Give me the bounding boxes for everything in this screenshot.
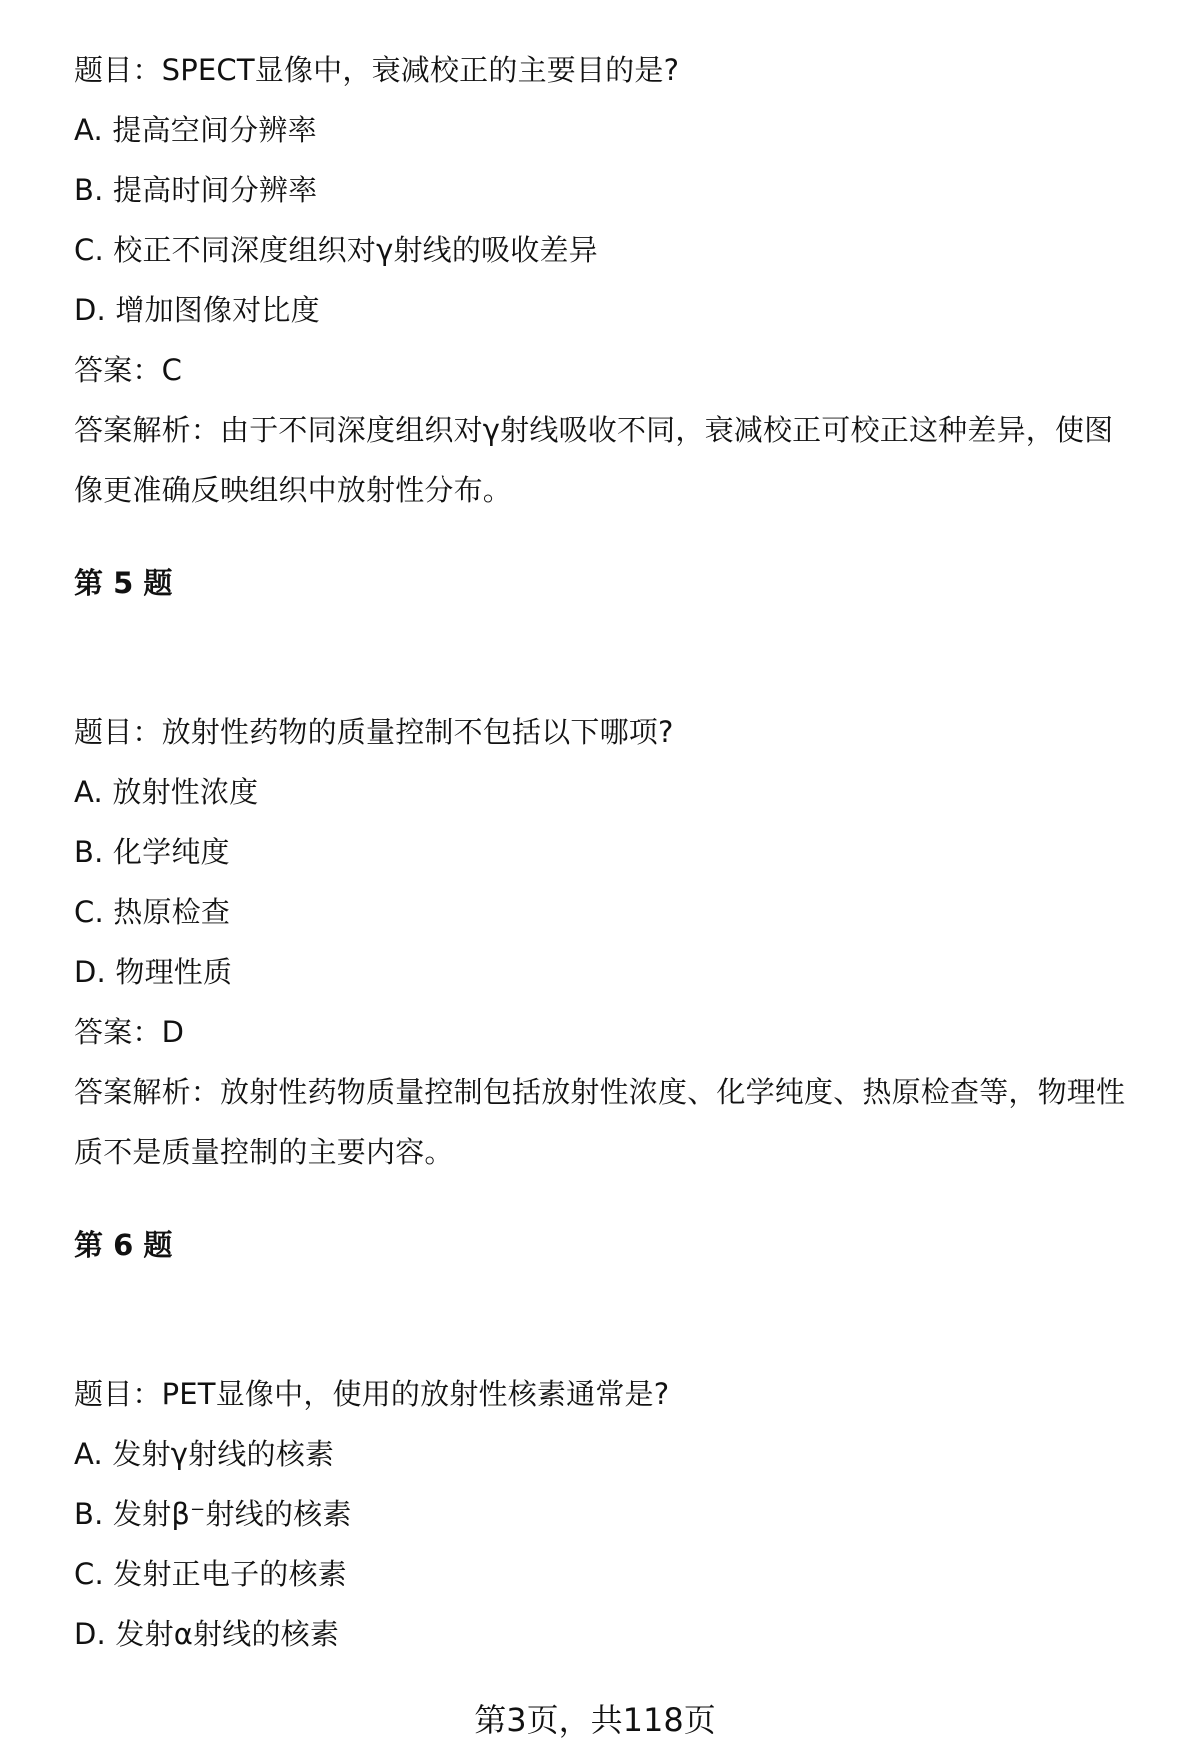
q5-answer: 答案：D	[74, 1015, 185, 1049]
page-number-footer: 第3页，共118页	[474, 1701, 716, 1739]
q6-option-b: B. 发射β⁻射线的核素	[74, 1497, 352, 1531]
q5-option-b: B. 化学纯度	[74, 835, 230, 869]
q6-question: 题目：PET显像中，使用的放射性核素通常是?	[74, 1377, 670, 1411]
q4-question: 题目：SPECT显像中，衰减校正的主要目的是?	[74, 53, 680, 87]
q4-option-a: A. 提高空间分辨率	[74, 113, 317, 147]
q5-option-a: A. 放射性浓度	[74, 775, 259, 809]
q5-option-c: C. 热原检查	[74, 895, 231, 929]
q4-option-b: B. 提高时间分辨率	[74, 173, 318, 207]
q5-question: 题目：放射性药物的质量控制不包括以下哪项?	[74, 715, 674, 749]
q5-heading: 第 5 题	[74, 566, 173, 600]
q5-option-d: D. 物理性质	[74, 955, 233, 989]
q4-option-c: C. 校正不同深度组织对γ射线的吸收差异	[74, 233, 598, 267]
q6-option-a: A. 发射γ射线的核素	[74, 1437, 335, 1471]
q6-option-d: D. 发射α射线的核素	[74, 1617, 340, 1651]
q6-option-c: C. 发射正电子的核素	[74, 1557, 347, 1591]
q4-answer: 答案：C	[74, 353, 183, 387]
q4-explanation-line1: 答案解析：由于不同深度组织对γ射线吸收不同，衰减校正可校正这种差异，使图	[74, 413, 1114, 447]
q4-option-d: D. 增加图像对比度	[74, 293, 320, 327]
q4-explanation-line2: 像更准确反映组织中放射性分布。	[74, 473, 513, 507]
q5-explanation-line2: 质不是质量控制的主要内容。	[74, 1135, 454, 1169]
q5-explanation-line1: 答案解析：放射性药物质量控制包括放射性浓度、化学纯度、热原检查等，物理性	[74, 1075, 1126, 1109]
q6-heading: 第 6 题	[74, 1228, 173, 1262]
